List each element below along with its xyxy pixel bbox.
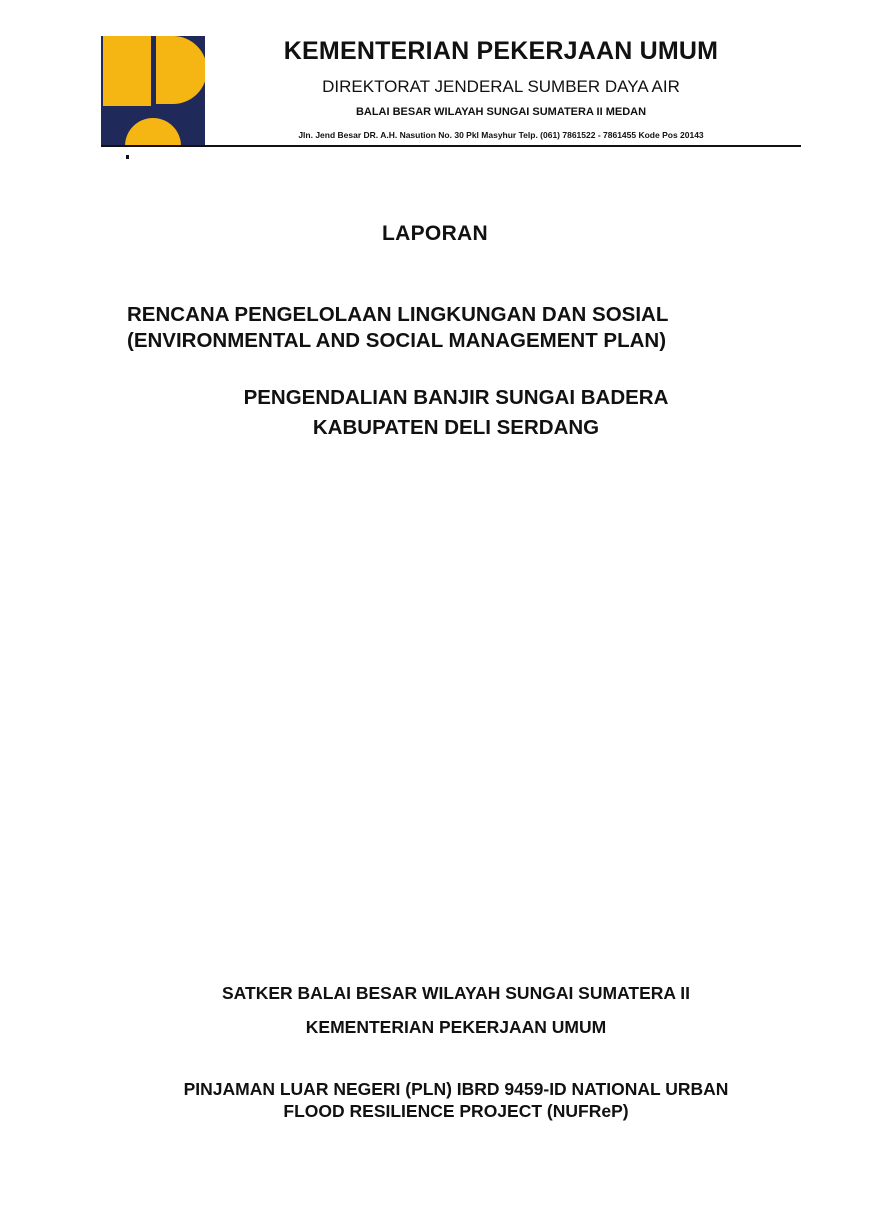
stray-mark [126, 155, 129, 159]
letterhead-office: BALAI BESAR WILAYAH SUNGAI SUMATERA II MEDAN [355, 106, 647, 118]
plan-title-line: RENCANA PENGELOLAAN LINGKUNGAN DAN SOSIAL [127, 303, 669, 326]
letterhead-address: Jln. Jend Besar DR. A.H. Nasution No. 30 Pkl Masyhur Telp. (061) 7861522 - 7861455 Kode Pos 20143 [298, 130, 704, 140]
letterhead-ministry: KEMENTERIAN PEKERJAAN UMUM [283, 37, 719, 65]
project-title-line: PENGENDALIAN BANJIR SUNGAI BADERA [243, 386, 669, 409]
letterhead-divider [101, 145, 801, 147]
plan-title [127, 302, 668, 354]
loan-project [0, 1078, 870, 1122]
letterhead-text [205, 36, 797, 144]
letterhead-directorate: DIREKTORAT JENDERAL SUMBER DAYA AIR [322, 77, 680, 96]
document-title: LAPORAN [382, 222, 488, 245]
satker-name: SATKER BALAI BESAR WILAYAH SUNGAI SUMATERA II [222, 983, 690, 1003]
pu-logo-icon [101, 36, 205, 146]
loan-project-line: PINJAMAN LUAR NEGERI (PLN) IBRD 9459-ID NATIONAL URBAN [183, 1079, 729, 1099]
plan-title-line: (ENVIRONMENTAL AND SOCIAL MANAGEMENT PLAN) [127, 329, 667, 352]
ministry-name: KEMENTERIAN PEKERJAAN UMUM [305, 1017, 607, 1037]
loan-project-line: FLOOD RESILIENCE PROJECT (NUFReP) [283, 1101, 629, 1121]
project-title [0, 383, 870, 443]
logo-gold-block-left [103, 36, 151, 106]
letterhead [101, 36, 801, 146]
project-title-line: KABUPATEN DELI SERDANG [312, 416, 600, 439]
